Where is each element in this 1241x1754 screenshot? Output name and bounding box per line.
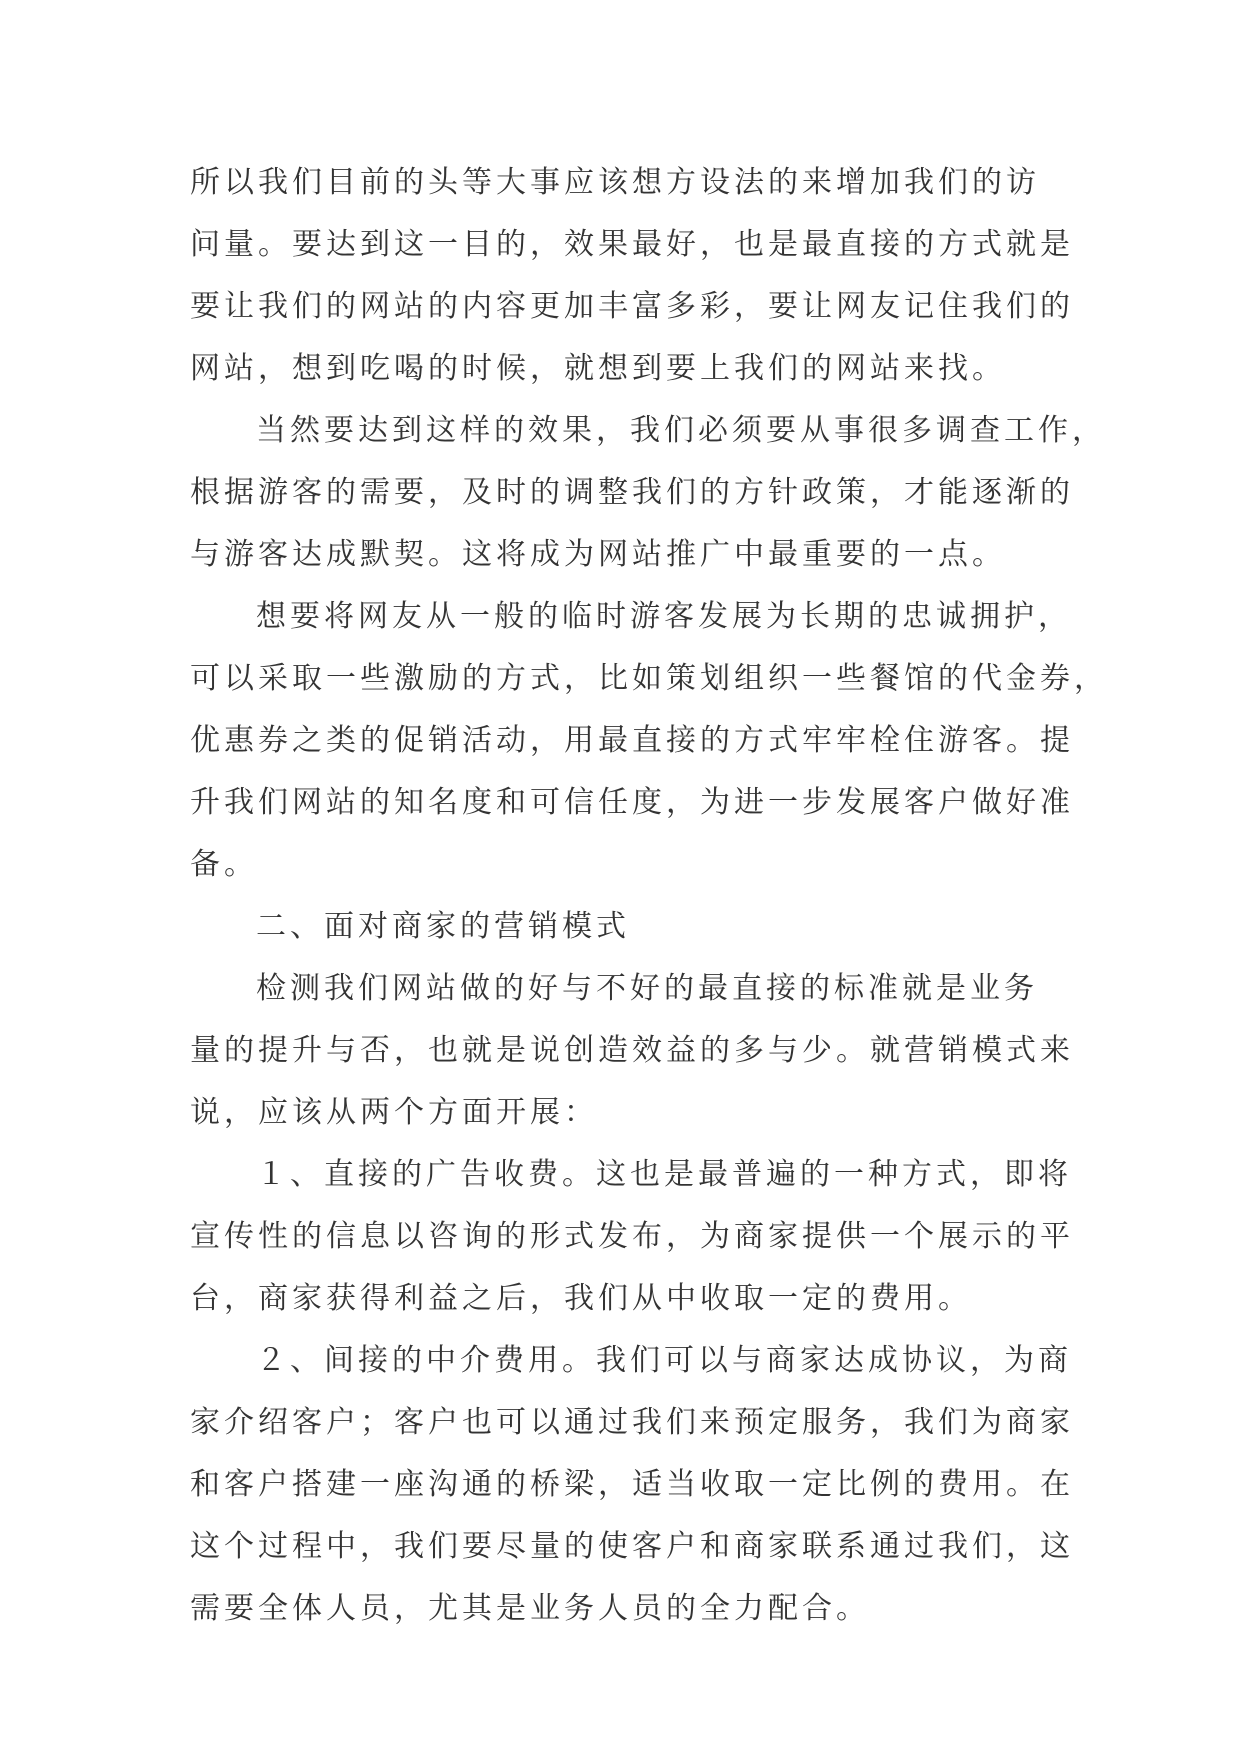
text-line: 这个过程中，我们要尽量的使客户和商家联系通过我们，这 [190, 1529, 1074, 1564]
text-line: 台，商家获得利益之后，我们从中收取一定的费用。 [190, 1281, 972, 1316]
section-heading: 二、面对商家的营销模式 [256, 909, 630, 944]
text-line: 当然要达到这样的效果，我们必须要从事很多调查工作， [256, 413, 1106, 448]
text-line: ２、间接的中介费用。我们可以与商家达成协议，为商 [256, 1343, 1072, 1378]
text-line: 所以我们目前的头等大事应该想方设法的来增加我们的访 [190, 165, 1040, 200]
text-line: 要让我们的网站的内容更加丰富多彩，要让网友记住我们的 [190, 289, 1074, 324]
text-line: 可以采取一些激励的方式，比如策划组织一些餐馆的代金券， [190, 661, 1108, 696]
text-line: 问量。要达到这一目的，效果最好，也是最直接的方式就是 [190, 227, 1074, 262]
text-line: 网站，想到吃喝的时候，就想到要上我们的网站来找。 [190, 351, 1006, 386]
text-line: 检测我们网站做的好与不好的最直接的标准就是业务 [256, 971, 1038, 1006]
text-line: 与游客达成默契。这将成为网站推广中最重要的一点。 [190, 537, 1006, 572]
text-line: １、直接的广告收费。这也是最普遍的一种方式，即将 [256, 1157, 1072, 1192]
text-line: 需要全体人员，尤其是业务人员的全力配合。 [190, 1591, 870, 1626]
text-line: 升我们网站的知名度和可信任度，为进一步发展客户做好准 [190, 785, 1074, 820]
text-line: 量的提升与否，也就是说创造效益的多与少。就营销模式来 [190, 1033, 1074, 1068]
text-line: 和客户搭建一座沟通的桥梁，适当收取一定比例的费用。在 [190, 1467, 1074, 1502]
text-line: 想要将网友从一般的临时游客发展为长期的忠诚拥护， [256, 599, 1072, 634]
document-body [190, 152, 1108, 1640]
text-line: 宣传性的信息以咨询的形式发布，为商家提供一个展示的平 [190, 1219, 1074, 1254]
text-line: 家介绍客户；客户也可以通过我们来预定服务，我们为商家 [190, 1405, 1074, 1440]
text-line: 备。 [190, 847, 258, 882]
text-line: 优惠券之类的促销活动，用最直接的方式牢牢栓住游客。提 [190, 723, 1074, 758]
text-line: 根据游客的需要，及时的调整我们的方针政策，才能逐渐的 [190, 475, 1074, 510]
text-line: 说，应该从两个方面开展： [190, 1095, 598, 1130]
